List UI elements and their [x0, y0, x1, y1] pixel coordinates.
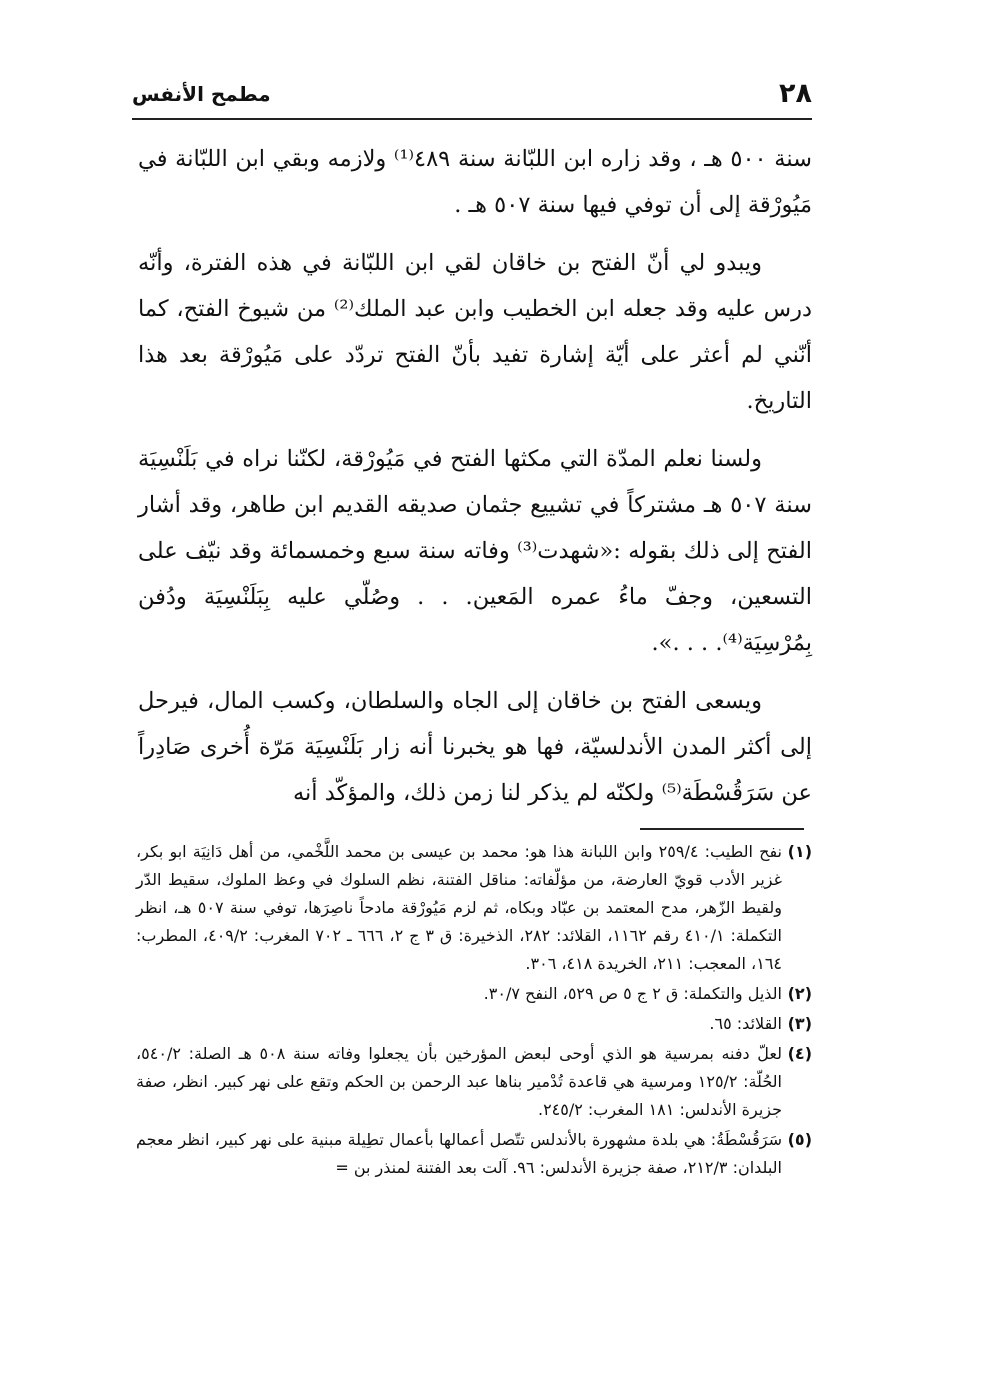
page-number: ٢٨: [779, 78, 812, 109]
footnotes: [136, 838, 812, 1184]
footnote-marker: (٤): [787, 1044, 812, 1063]
footnote: [136, 980, 812, 1008]
footnote-separator: [640, 828, 804, 830]
footnote-text: سَرَقُسْطَةُ: هي بلدة مشهورة بالأندلس تتّصل أعمالها بأعمال تطِيلة مبنية على نهر كبير، انظر معجم البلدان: ٢١٢/٣، صفة جزيرة الأندلس: ٩٦. آلت بعد الفتنة لمنذر بن =: [136, 1130, 782, 1177]
footnote-marker: (٢): [787, 984, 812, 1003]
footnote-marker: (١): [787, 842, 812, 861]
running-title: مطمح الأنفس: [132, 82, 271, 106]
footnote: [136, 838, 812, 978]
paragraph: ولسنا نعلم المدّة التي مكثها الفتح في مَيُورْقة، لكنّنا نراه في بَلَنْسِيَة سنة ٥٠٧ هـ مشتركاً في تشييع جثمان صديقه القديم ابن طاهر، وقد أشار الفتح إلى ذلك بقوله :«شهدت⁽³⁾ وفاته سنة سبع وخمسمائة وقد نيّف على التسعين، وجفّ ماءُ عمره المَعين. . . وصُلّي عليه بِبَلَنْسِيَة ودُفن بِمُرْسِيَة⁽⁴⁾. . . .».: [138, 446, 812, 656]
header-rule: [132, 118, 812, 120]
footnote: [136, 1040, 812, 1124]
footnote-marker: (٥): [787, 1130, 812, 1149]
footnote-text: الذيل والتكملة: ق ٢ ج ٥ ص ٥٢٩، النفح ٣٠/٧.: [483, 984, 782, 1003]
footnote-marker: (٣): [787, 1014, 812, 1033]
footnote-text: لعلّ دفنه بمرسية هو الذي أوحى لبعض المؤرخين بأن يجعلوا وفاته سنة ٥٠٨ هـ الصلة: ٥٤٠/٢، الحُلّة: ١٢٥/٢ ومرسية هي قاعدة تُدْمير بناها عبد الرحمن بن الحكم وتقع على نهر كبير. انظر، صفة جزيرة الأندلس: ١٨١ المغرب: ٢٤٥/٢.: [136, 1044, 782, 1119]
footnote: [136, 1126, 812, 1182]
paragraph: ويسعى الفتح بن خاقان إلى الجاه والسلطان، وكسب المال، فيرحل إلى أكثر المدن الأندلسيّة، فها هو يخبرنا أنه زار بَلَنْسِيَة مَرّة أُخرى صَادِراً عن سَرَقُسْطَة⁽⁵⁾ ولكنّه لم يذكر لنا زمن ذلك، والمؤكّد أنه: [138, 688, 812, 806]
paragraph: ويبدو لي أنّ الفتح بن خاقان لقي ابن اللبّانة في هذه الفترة، وأنّه درس عليه وقد جعله ابن الخطيب وابن عبد الملك⁽²⁾ من شيوخ الفتح، كما أنّني لم أعثر على أيّة إشارة تفيد بأنّ الفتح تردّد على مَيُورْقة بعد هذا التاريخ.: [138, 250, 812, 414]
main-text: [138, 136, 812, 828]
footnote-text: نفح الطيب: ٢٥٩/٤ وابن اللبانة هذا هو: محمد بن عيسى بن محمد اللَّخْمي، من أهل دَانِيَة ابو بكر، غزير الأدب قويّ العارضة، من مؤلّفاته: مناقل الفتنة، نظم السلوك في وعظ الملوك، سقيط الدّر ولقيط الزّهر، مدح المعتمد بن عبّاد وبكاه، ثم لزم مَيُورْقة مادحاً ناصِرَها، توفي سنة ٥٠٧ هـ، انظر التكملة: ٤١٠/١ رقم ١١٦٢، القلائد: ٢٨٢، الذخيرة: ق ٣ ج ٢، ٦٦٦ ـ ٧٠٢ المغرب: ٤٠٩/٢، المطرب: ١٦٤، المعجب: ٢١١، الخريدة ٤١٨، ٣٠٦.: [136, 842, 782, 973]
footnote: [136, 1010, 812, 1038]
page-header: [132, 78, 812, 114]
paragraph: سنة ٥٠٠ هـ ، وقد زاره ابن اللبّانة سنة ٤٨٩⁽¹⁾ ولازمه وبقي ابن اللبّانة في مَيُورْقة إلى أن توفي فيها سنة ٥٠٧ هـ .: [138, 146, 813, 218]
footnote-text: القلائد: ٦٥.: [709, 1014, 782, 1033]
